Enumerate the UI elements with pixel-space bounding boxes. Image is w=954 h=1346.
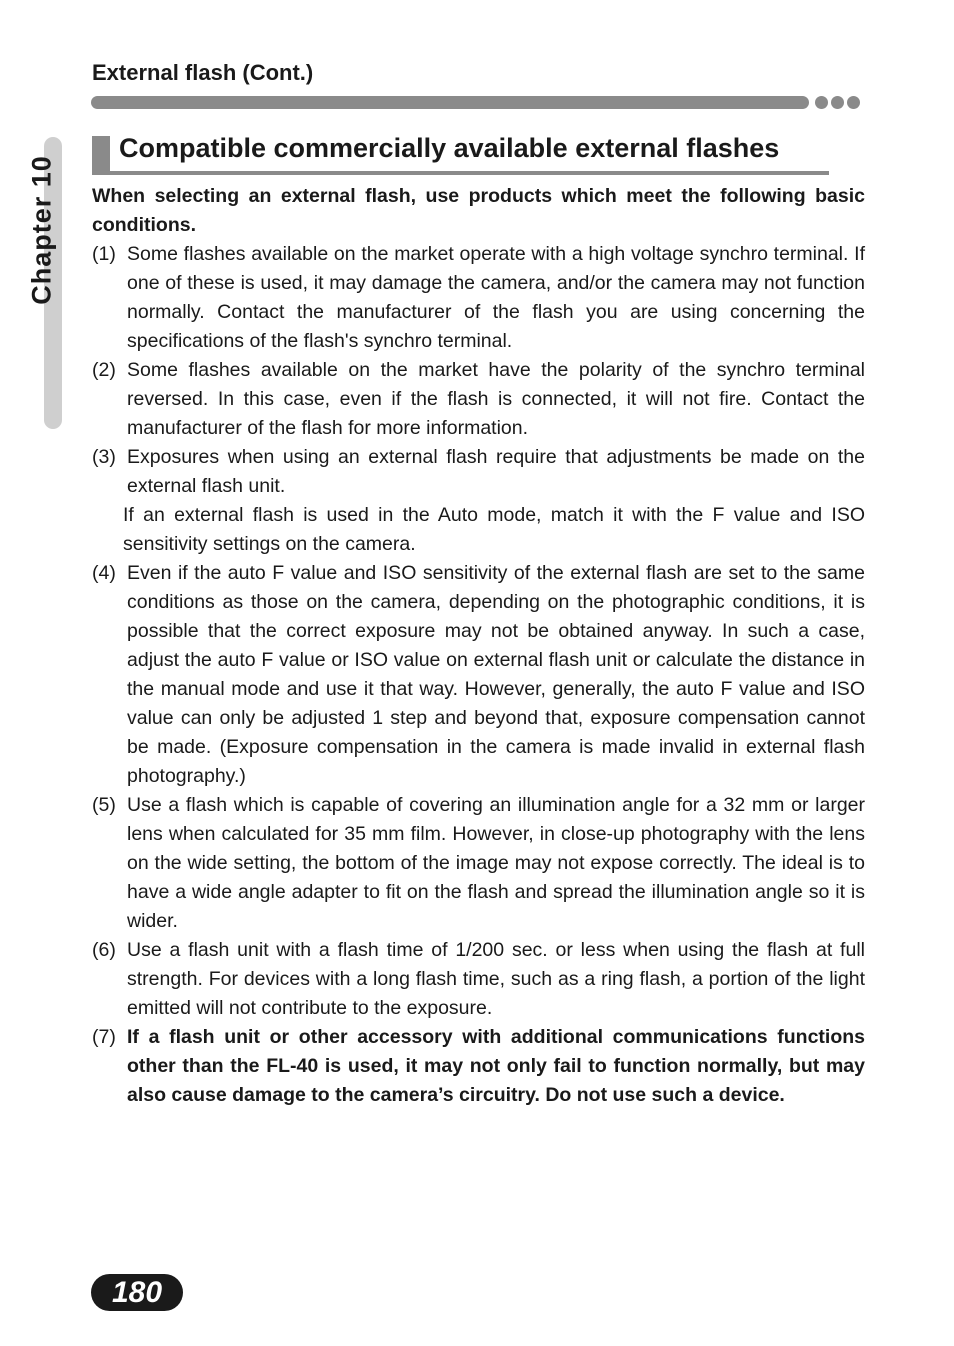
- item-number: (2): [92, 359, 116, 381]
- section-marker: [92, 136, 110, 175]
- list-item-7: [92, 1023, 865, 1110]
- header-dot: [847, 96, 860, 109]
- list-item-4: [92, 559, 865, 791]
- page-body: [92, 182, 865, 1110]
- item-text-warning: If a flash unit or other accessory with additional communications functions other than the FL-40 is used, it may not only fail to function normally, but may also cause damage to the camera’s circuitry. Do not use such a device.: [127, 1026, 865, 1106]
- list-item-6: [92, 936, 865, 1023]
- item-3-note: If an external flash is used in the Auto mode, match it with the F value and ISO sensitivity settings on the camera.: [123, 504, 865, 555]
- item-text: Use a flash unit with a flash time of 1/200 sec. or less when using the flash at full strength. For devices with a long flash time, such as a ring flash, a portion of the light emitted will not contribute to the exposure.: [127, 939, 865, 1019]
- running-header-title: External flash (Cont.): [92, 60, 314, 85]
- header-rule-bar: [91, 96, 809, 109]
- section-intro: When selecting an external flash, use products which meet the following basic conditions.: [92, 185, 865, 236]
- list-item-3: [92, 443, 865, 501]
- item-text: Even if the auto F value and ISO sensitivity of the external flash are set to the same conditions as those on the camera, depending on the photographic conditions, it is possible that the correct exposure may not be obtained anyway. In such a case, adjust the auto F value or ISO value on external flash unit or calculate the distance in the manual mode and use it that way. However, generally, the auto F value and ISO value can only be adjusted 1 step and beyond that, exposure compensation cannot be made. (Exposure compensation in the camera is made invalid in external flash photography.): [127, 562, 865, 787]
- item-number: (7): [92, 1026, 116, 1048]
- item-text: Some flashes available on the market have the polarity of the synchro terminal reversed. In this case, even if the flash is connected, it will not fire. Contact the manufacturer of the flash for more information.: [127, 359, 865, 439]
- list-item-2: [92, 356, 865, 443]
- item-number: (1): [92, 243, 116, 265]
- item-number: (5): [92, 794, 116, 816]
- header-dot: [815, 96, 828, 109]
- item-text: Some flashes available on the market operate with a high voltage synchro terminal. If one of these is used, it may damage the camera, and/or the camera may not function normally. Contact the manufacturer of the flash you are using concerning the specifications of the flash's synchro terminal.: [127, 243, 865, 352]
- chapter-tab-label: Chapter 10: [26, 155, 56, 305]
- list-item-1: [92, 240, 865, 356]
- item-text: Use a flash which is capable of covering an illumination angle for a 32 mm or larger lens when calculated for 35 mm film. However, in close-up photography with the lens on the wide setting, the bottom of the image may not expose correctly. The ideal is to have a wide angle adapter to fit on the flash and spread the illumination angle so it is wider.: [127, 794, 865, 932]
- page-number-badge: [91, 1274, 183, 1311]
- section-title: Compatible commercially available external flashes: [119, 133, 780, 163]
- item-number: (4): [92, 562, 116, 584]
- item-number: (6): [92, 939, 116, 961]
- item-number: (3): [92, 446, 116, 468]
- list-item-5: [92, 791, 865, 936]
- chapter-tab: [9, 145, 74, 315]
- item-text: Exposures when using an external flash require that adjustments be made on the external flash unit.: [127, 446, 865, 497]
- section-underline: [92, 171, 829, 175]
- page-number: 180: [111, 1275, 163, 1309]
- header-dot: [831, 96, 844, 109]
- header-rule-dots: [815, 96, 860, 109]
